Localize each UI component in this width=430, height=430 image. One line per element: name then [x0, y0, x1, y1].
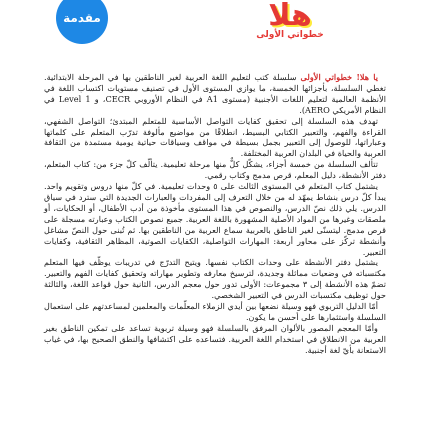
page-header: [0, 0, 430, 50]
series-name: يا هلا! خطواتي الأولى: [300, 72, 378, 82]
paragraph: تهدف هذه السلسلة إلى تحقيق كفايات التواصل الأساسية للمتعلم المبتدئ؛ التواصل الشفهي، القراءة والفهم، والتعبير الكتابي البسيط، انطلاقًا من مواضيع مألوفة تدرّب المتعلم على كلماتها وعباراتها، للوصول إلى التعبير بجمل بسيطة في مواقف وسياقات حياتية يومية مستمدة من الثقافة العربية والحياة في البلدان العربية المختلفة.: [44, 115, 386, 159]
logo-subtitle: خطواتي الأولى: [256, 30, 324, 40]
intro-text: [44, 72, 386, 356]
intro-paragraph-text: سلسلة كتب لتعليم اللغة العربية لغير الناطقين بها في المرحلة الابتدائية. تغطي السلسلة، بأجزائها الخمسة، ما يوازي المستوى الأول في تصنيف مستويات اكتساب اللغة في الأنظمة العالمية لتعليم اللغات الأجنبية (مستوى A1 في النظام الأوروبي CECR، و Level 1 في النظام الأمريكي AERO).: [44, 72, 387, 115]
paragraph: يشتمل كتاب المتعلم في المستوى الثالث على ٥ وحدات تعليمية. في كلّ منها دروس وتقويم واحد. يبدأ كلّ درس بنشاط يمهّد له من خلال التعرف إلى المفردات والعبارات الجديدة التي سترد في سياق الدرس. يلي ذلك نصّ الدرس، والنصوص في هذا المستوى مأخوذة من أدب الأطفال، أو الحكايات، أو ملصقات وغيرها من المواد الأصلية المشهورة باللغة العربية. جميع نصوص الكتاب وعبارته مسجلة على قرص مدمج. ليتسنّى لغير الناطق بالعربية سماع العربية من الناطقين بها. ثم تُبنى حول النصّ مشاغل وأنشطة تركّز على محاور أربعة: المهارات التواصلية، الكفايات الصوتية، المظاهر الثقافية، وكفايات التعبير.: [44, 181, 386, 257]
intro-badge: [56, 0, 108, 44]
paragraph: يشتمل دفتر الأنشطة على وحدات الكتاب نفسها. ويتيح التدرّج في تدريبات يوظّف فيها المتعلم مكتسباته في وضعيات مماثلة وجديدة، لترسيخ معارفه وتطوير مهاراته وتحقيق كفايات الفهم والتعبير. تضمّ هذه الأنشطة إلى ٣ مجموعات: الأولى تدور حول معجم الدرس، الثانية حول قواعد اللغة، والثالثة حول توظيف مكتسبات الدرس في التعبير الشخصي.: [44, 257, 386, 301]
series-logo: [246, 0, 334, 46]
paragraph: تتألف السلسلة من خمسة أجزاء، يشكّل كلٌّ منها مرحلة تعليمية. يتألّف كلّ جزء من: كتاب المتعلم، دفتر الأنشطة، دليل المعلم، قرص مدمج وكتاب رقمي.: [44, 159, 386, 181]
paragraph: أمّا الدليل التربوي فهو وسيلة نضعها بين أيدي الزملاء المعلّمات والمعلمين لمساعدتهم على استعمال السلسلة واستثمارها على أحسن ما يكون.: [44, 301, 386, 322]
intro-badge-label: مقدمة: [63, 11, 101, 25]
paragraph: وأمّا المعجم المصور بالألوان المرفق بالسلسلة فهو وسيلة تربوية تساعد على تمكين الناطق بغير العربية من الانطلاق في استخدام اللغة العربية. فتساعده على اكتشافها والنطق الصحيح بها، في غياب الاستعانة بأيّ لغة أجنبية.: [44, 322, 386, 355]
logo-mark: هلا: [268, 0, 312, 33]
intro-paragraph: [44, 72, 386, 116]
